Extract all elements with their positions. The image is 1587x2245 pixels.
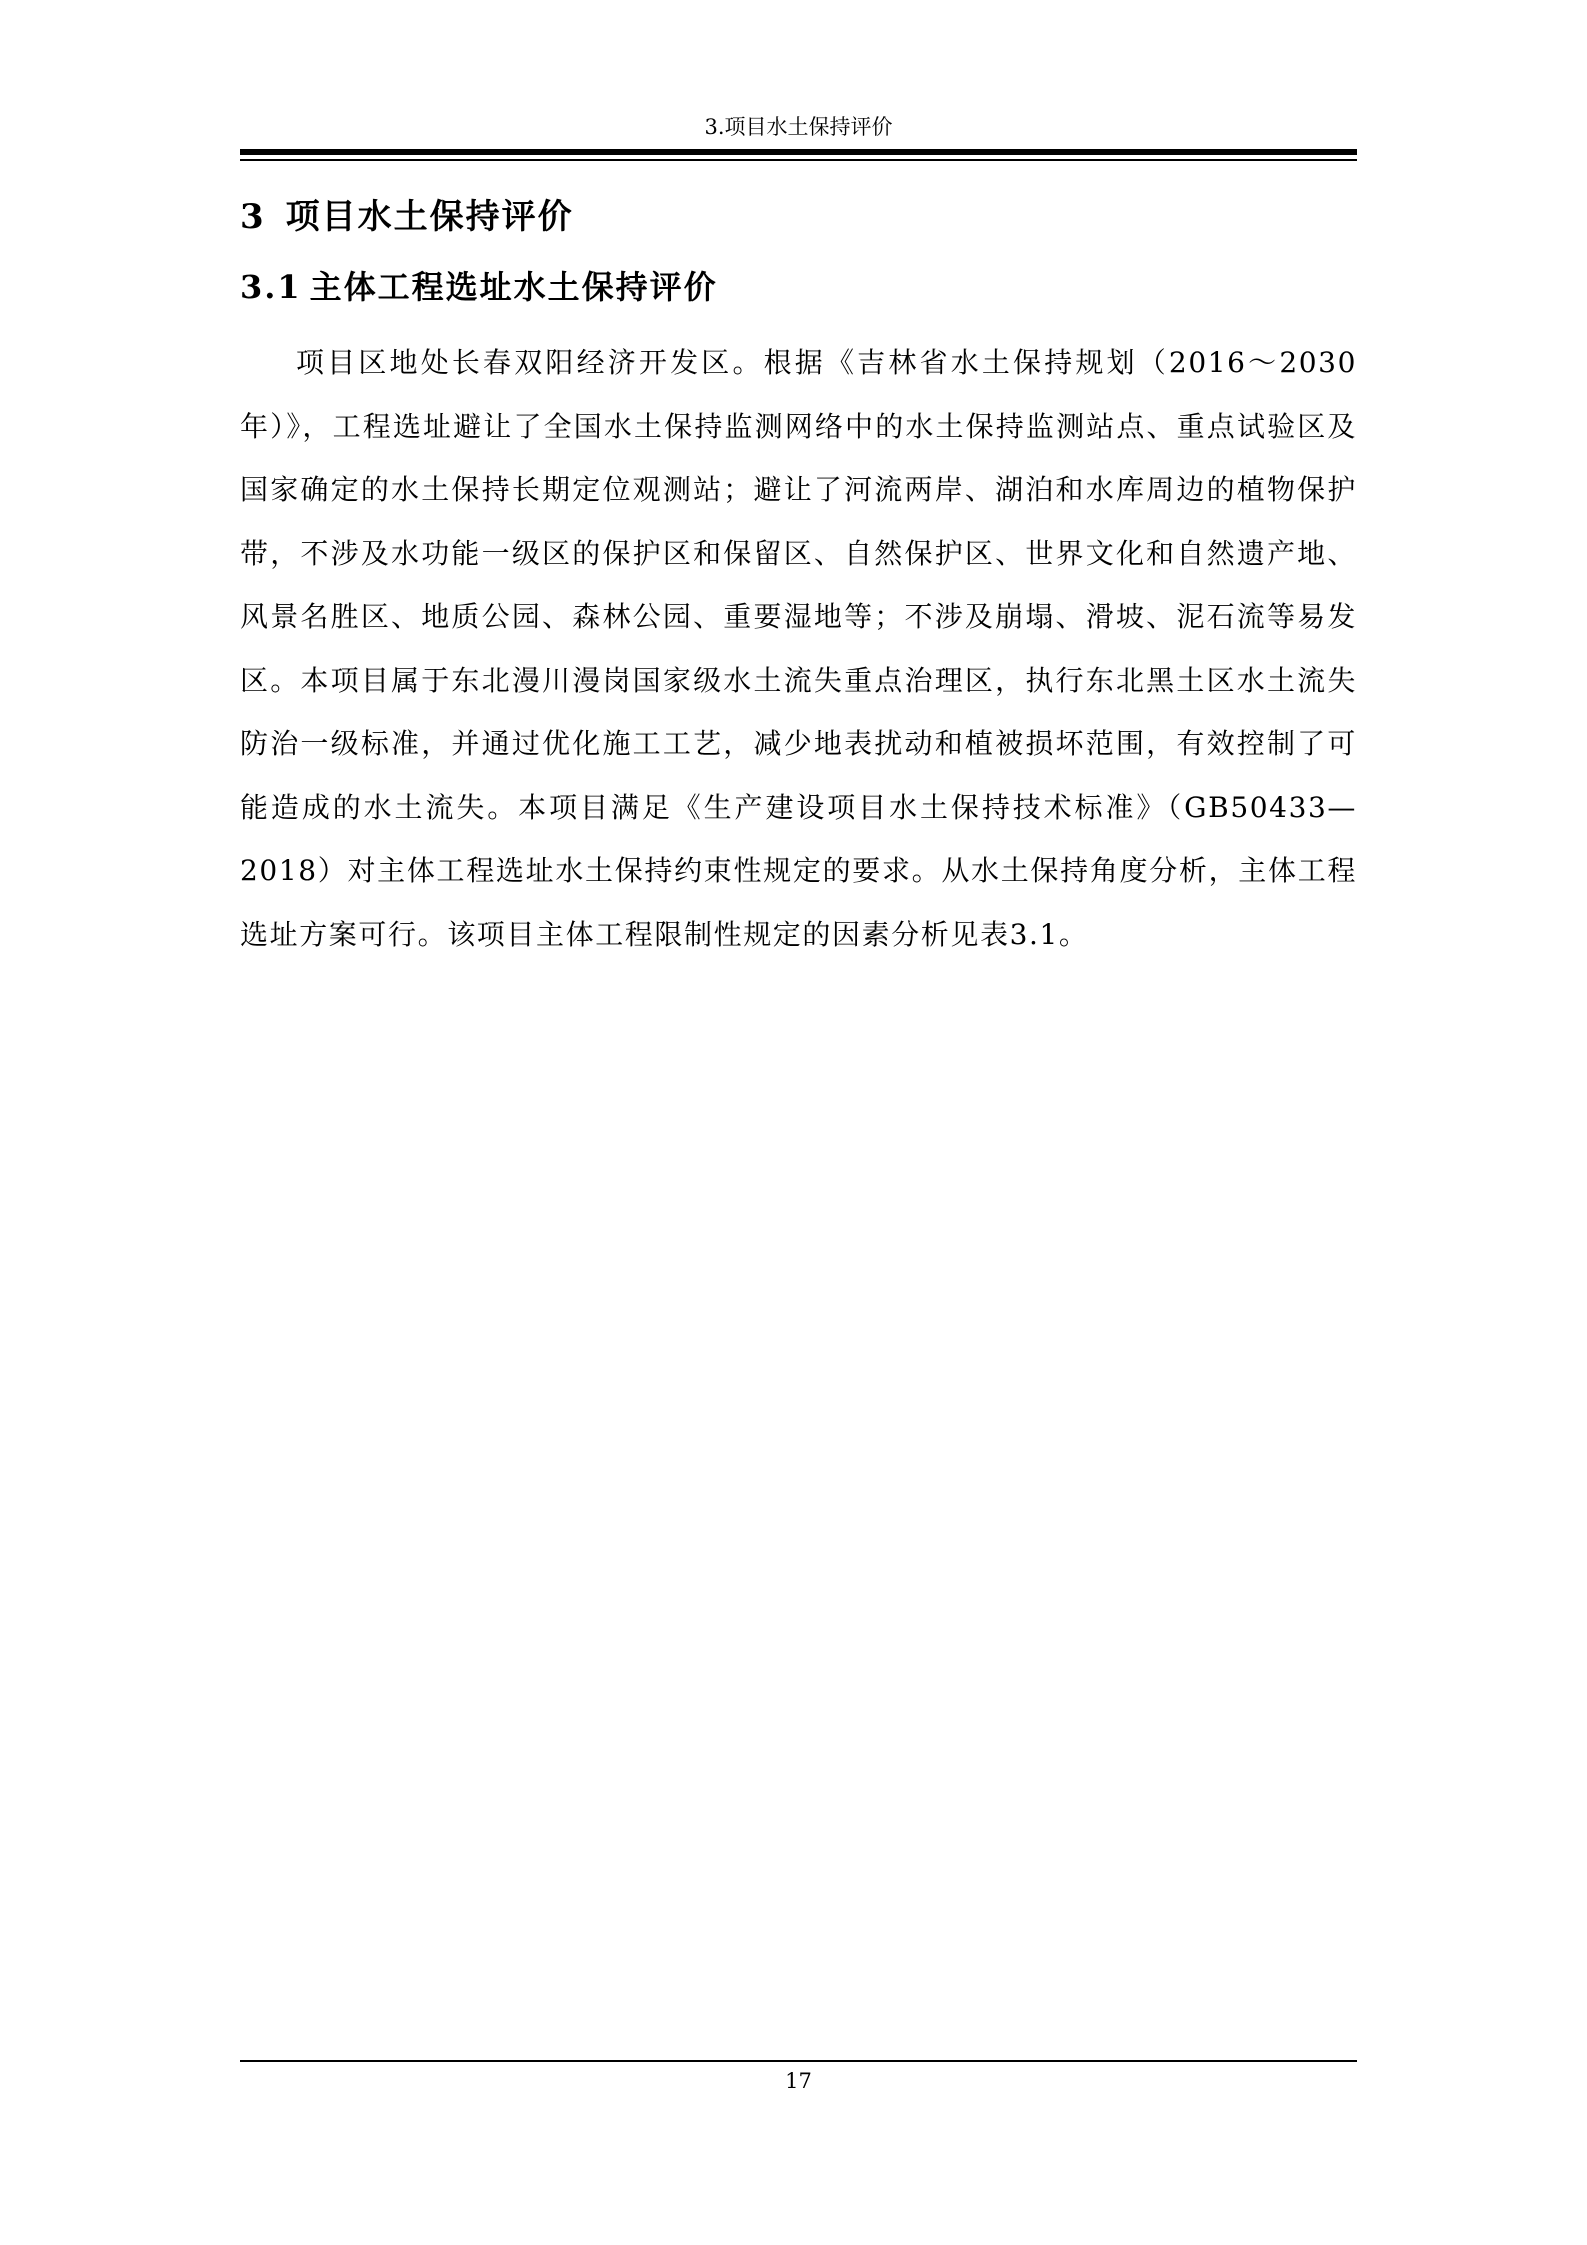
section-title: 主体工程选址水土保持评价 [309,268,718,306]
header-rule-thin [240,159,1357,161]
header-rule-thick [240,149,1357,155]
footer-rule [240,2060,1357,2062]
section-heading [240,264,1357,310]
running-header: 3.项目水土保持评价 [704,115,893,139]
page-number: 17 [785,2069,812,2093]
chapter-number: 3 [240,197,266,237]
chapter-heading [240,193,1357,241]
section-number: 3.1 [240,268,302,306]
body-paragraph: 项目区地处长春双阳经济开发区。根据《吉林省水土保持规划（2016～2030年）》，工程选址避让了全国水土保持监测网络中的水土保持监测站点、重点试验区及国家确定的水土保持长期定位观测站；避让了河流两岸、湖泊和水库周边的植物保护带，不涉及水功能一级区的保护区和保留区、自然保护区、世界文化和自然遗产地、风景名胜区、地质公园、森林公园、重要湿地等；不涉及崩塌、滑坡、泥石流等易发区。本项目属于东北漫川漫岗国家级水土流失重点治理区，执行东北黑土区水土流失防治一级标准，并通过优化施工工艺，减少地表扰动和植被损坏范围，有效控制了可能造成的水土流失。本项目满足《生产建设项目水土保持技术标准》（GB50433—2018）对主体工程选址水土保持约束性规定的要求。从水土保持角度分析，主体工程选址方案可行。该项目主体工程限制性规定的因素分析见表3.1。 [240,346,1357,951]
chapter-title: 项目水土保持评价 [285,197,574,237]
